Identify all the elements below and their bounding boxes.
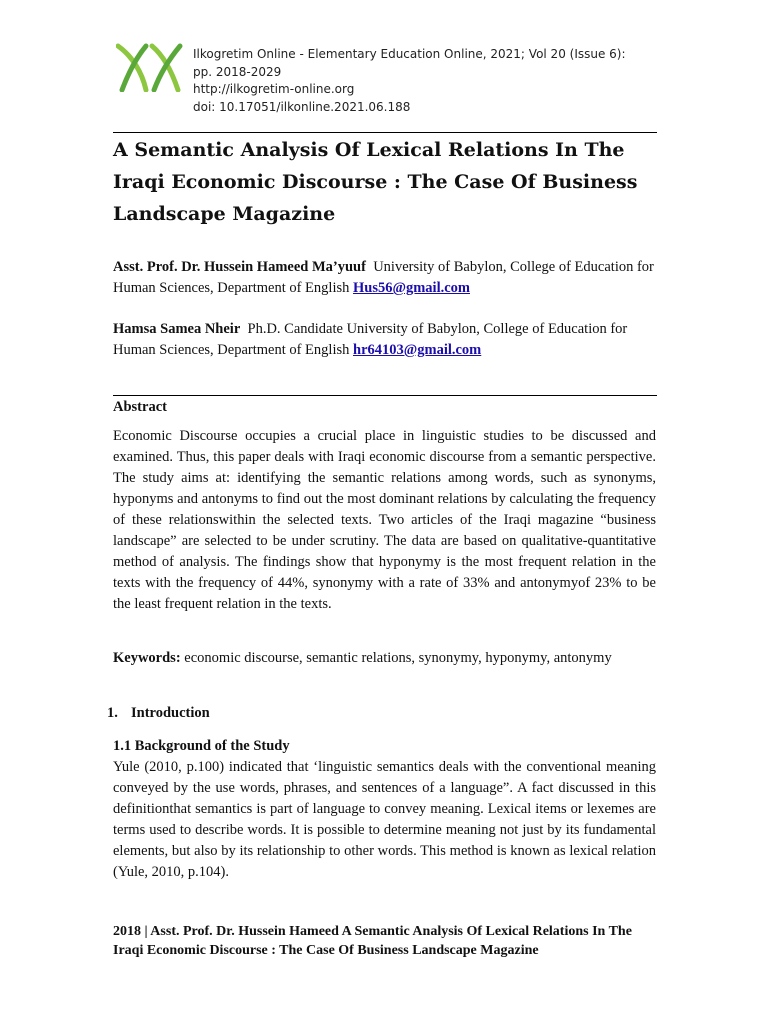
section-number: 1. [107,705,118,721]
abstract-rule [113,395,657,396]
header-rule [113,132,657,133]
keywords-text: economic discourse, semantic relations, synonymy, hyponymy, antonymy [184,650,612,666]
abstract-text: Economic Discourse occupies a crucial place in linguistic studies to be discussed and examined. Thus, this paper deals with Iraqi economic discourse from a semantic perspective. The study aims at: identifying the semantic relations among words, such as synonyms, hyponyms and antonyms to find out the most dominant relations by calculating the frequency of these relationswithin the selected texts. Two articles of the Iraqi magazine “business landscape” are selected to be under scrutiny. The data are based on qualitative-quantitative method of analysis. The findings show that hyponymy is the most frequent relation in the texts with the frequency of 44%, synonymy with a rate of 33% and antonymyof 23% to be the least frequent relation in the texts. [113,428,656,612]
journal-citation: Ilkogretim Online - Elementary Education Online, 2021; Vol 20 (Issue 6): [193,47,626,61]
author-email-1[interactable]: Hus56@gmail.com [353,280,470,296]
author-affiliation-1: University of Babylon, College of Education for Human Sciences, Department of English [113,259,654,296]
section-title: Introduction [131,705,210,721]
journal-url[interactable]: http://ilkogretim-online.org [193,82,355,96]
author-name-2: Hamsa Samea Nheir [113,321,241,337]
journal-pages: pp. 2018-2029 [193,64,282,79]
introduction-text: Yule (2010, p.100) indicated that ‘linguistic semantics deals with the conventional meaning conveyed by the use words, phrases, and sentences of a language”. A fact discussed in this definitionthat semantics is part of language to convey meaning. Lexical items or lexemes are terms used to describe words. It is possible to determine meaning not just by its fundamental elements, but also by its relationship to other words. This method is known as lexical relation (Yule, 2010, p.104). [113,759,656,880]
abstract-heading: Abstract [113,399,167,415]
subsection-heading: 1.1 Background of the Study [113,738,290,754]
journal-logo [116,42,186,92]
author-name-1: Asst. Prof. Dr. Hussein Hameed Ma’yuuf [113,259,366,275]
section-introduction-heading [107,703,210,724]
author-affiliation-2: Ph.D. Candidate University of Babylon, College of Education for Human Sciences, Department of English [113,321,628,358]
paper-title: A Semantic Analysis Of Lexical Relations In The Iraqi Economic Discourse : The Case Of Business Landscape Magazine [113,139,638,225]
keywords-label: Keywords: [113,650,181,666]
author-block-2 [113,319,658,361]
journal-info [193,46,633,116]
keywords [113,648,656,669]
page-footer: 2018 | Asst. Prof. Dr. Hussein Hameed A Semantic Analysis Of Lexical Relations In The Iraqi Economic Discourse : The Case Of Business Landscape Magazine [113,924,632,958]
author-block-1 [113,257,658,299]
journal-doi: doi: 10.17051/ilkonline.2021.06.188 [193,99,411,114]
author-email-2[interactable]: hr64103@gmail.com [353,342,482,358]
